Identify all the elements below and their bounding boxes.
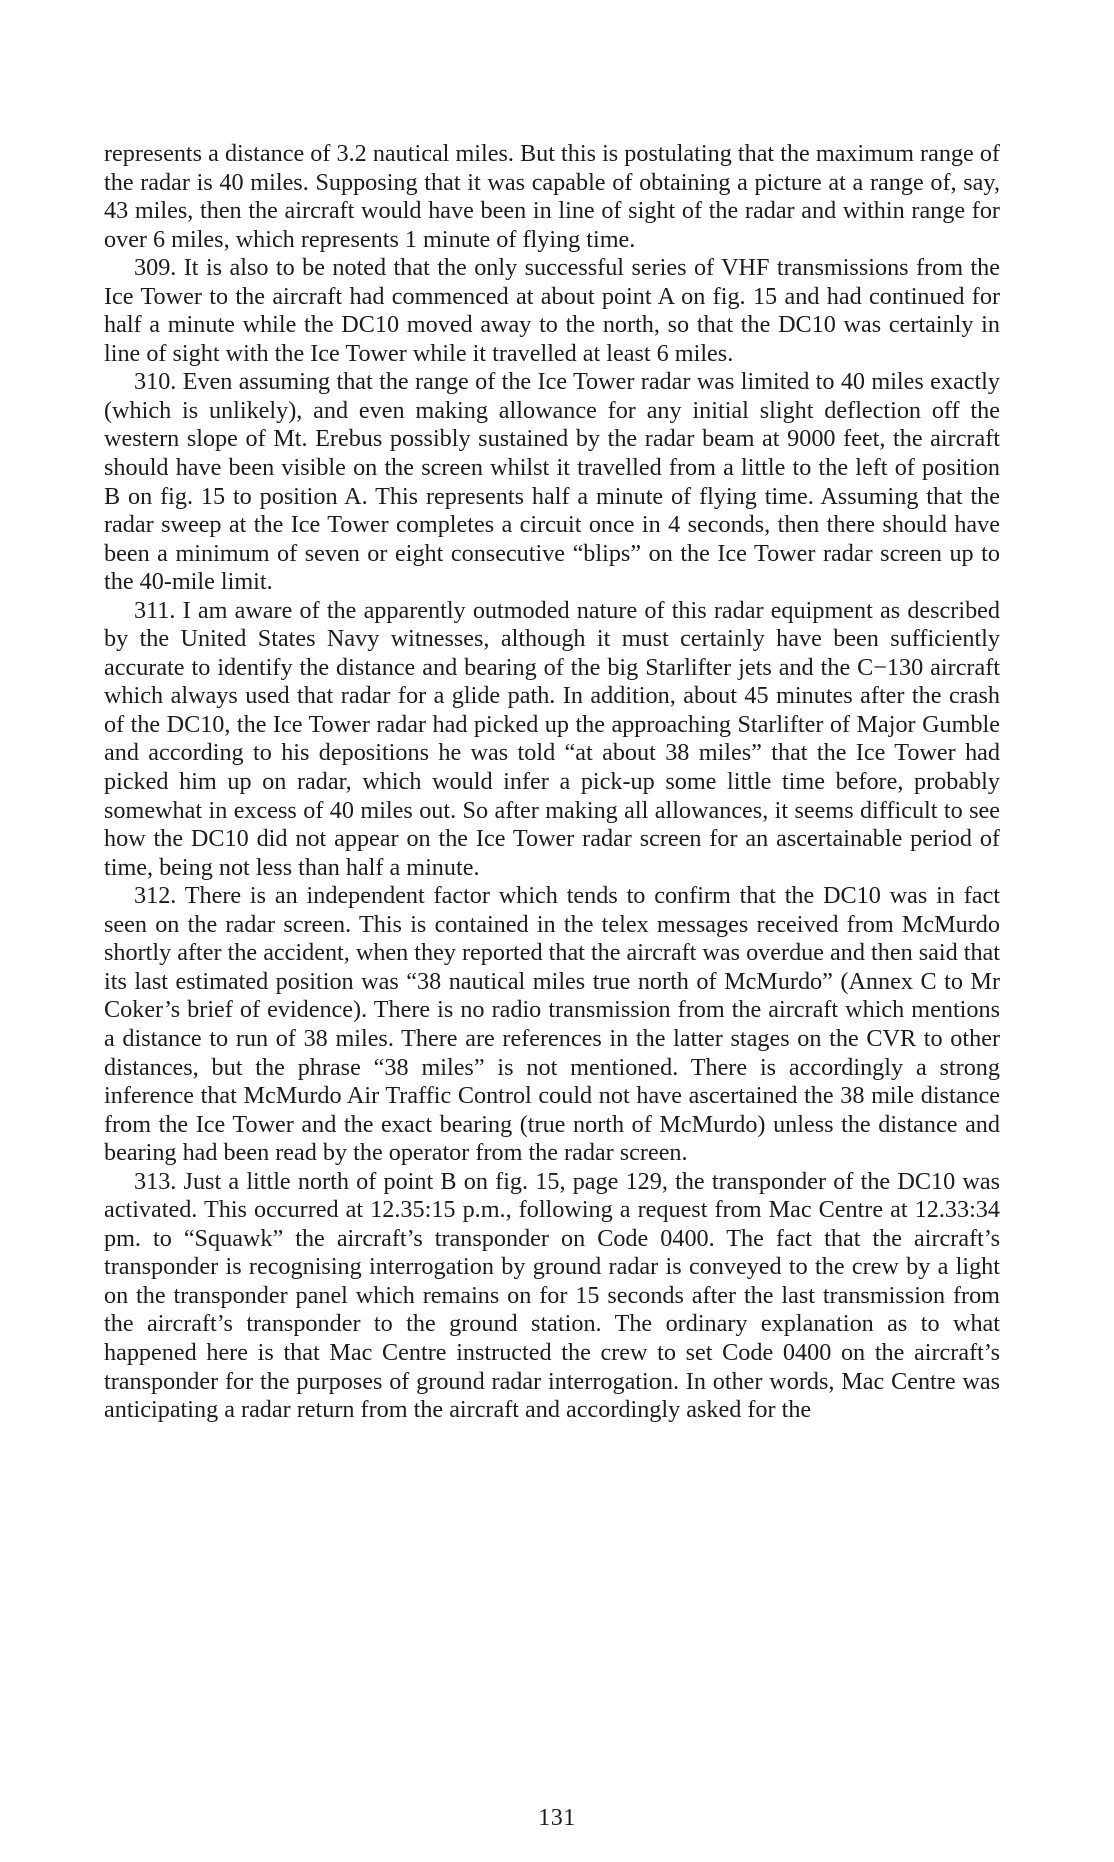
paragraph-309: 309. It is also to be noted that the only successful series of VHF transmissions from the Ice Tower to the aircraft had commenced at about point A on fig. 15 and had continued for half a minute while the DC10 moved away to the north, so that the DC10 was certainly in line of sight with the Ice Tower while it travelled at least 6 miles. — [104, 254, 1000, 367]
page-number: 131 — [538, 1805, 576, 1831]
paragraph-313: 313. Just a little north of point B on fig. 15, page 129, the transponder of the DC10 was activated. This occurred at 12.35:15 p.m., following a request from Mac Centre at 12.33:34 pm. to “Squawk” the aircraft’s transponder on Code 0400. The fact that the aircraft’s transponder is recognising interrogation by ground radar is conveyed to the crew by a light on the transponder panel which remains on for 15 seconds after the last transmission from the aircraft’s transponder to the ground station. The ordinary explanation as to what happened here is that Mac Centre instructed the crew to set Code 0400 on the aircraft’s transponder for the purposes of ground radar interrogation. In other words, Mac Centre was anticipating a radar return from the aircraft and accordingly asked for the — [104, 1167, 1000, 1424]
paragraph-310: 310. Even assuming that the range of the Ice Tower radar was limited to 40 miles exactly (which is unlikely), and even making allowance for any initial slight deflection off the western slope of Mt. Erebus possibly sustained by the radar beam at 9000 feet, the aircraft should have been visible on the screen whilst it travelled from a little to the left of position B on fig. 15 to position A. This represents half a minute of flying time. Assuming that the radar sweep at the Ice Tower completes a circuit once in 4 seconds, then there should have been a minimum of seven or eight consecutive “blips” on the Ice Tower radar screen up to the 40-mile limit. — [104, 368, 1000, 596]
paragraph-continuation: represents a distance of 3.2 nautical miles. But this is postulating that the maximum range of the radar is 40 miles. Supposing that it was capable of obtaining a picture at a range of, say, 43 miles, then the aircraft would have been in line of sight of the radar and within range for over 6 miles, which represents 1 minute of flying time. — [104, 140, 1000, 253]
paragraph-312: 312. There is an independent factor which tends to confirm that the DC10 was in fact seen on the radar screen. This is contained in the telex messages received from McMurdo shortly after the accident, when they reported that the aircraft was overdue and then said that its last estimated position was “38 nautical miles true north of McMurdo” (Annex C to Mr Coker’s brief of evidence). There is no radio transmission from the aircraft which mentions a distance to run of 38 miles. There are references in the latter stages on the CVR to other distances, but the phrase “38 miles” is not mentioned. There is accordingly a strong inference that McMurdo Air Traffic Control could not have ascertained the 38 mile distance from the Ice Tower and the exact bearing (true north of McMurdo) unless the distance and bearing had been read by the operator from the radar screen. — [104, 882, 1000, 1167]
paragraph-311: 311. I am aware of the apparently outmoded nature of this radar equipment as described by the United States Navy witnesses, although it must certainly have been sufficiently accurate to identify the distance and bearing of the big Starlifter jets and the C−130 aircraft which always used that radar for a glide path. In addition, about 45 minutes after the crash of the DC10, the Ice Tower radar had picked up the approaching Starlifter of Major Gumble and according to his depositions he was told “at about 38 miles” that the Ice Tower had picked him up on radar, which would infer a pick-up some little time before, probably somewhat in excess of 40 miles out. So after making all allowances, it seems difficult to see how the DC10 did not appear on the Ice Tower radar screen for an ascertainable period of time, being not less than half a minute. — [104, 596, 1000, 881]
page-body — [104, 140, 1000, 1425]
